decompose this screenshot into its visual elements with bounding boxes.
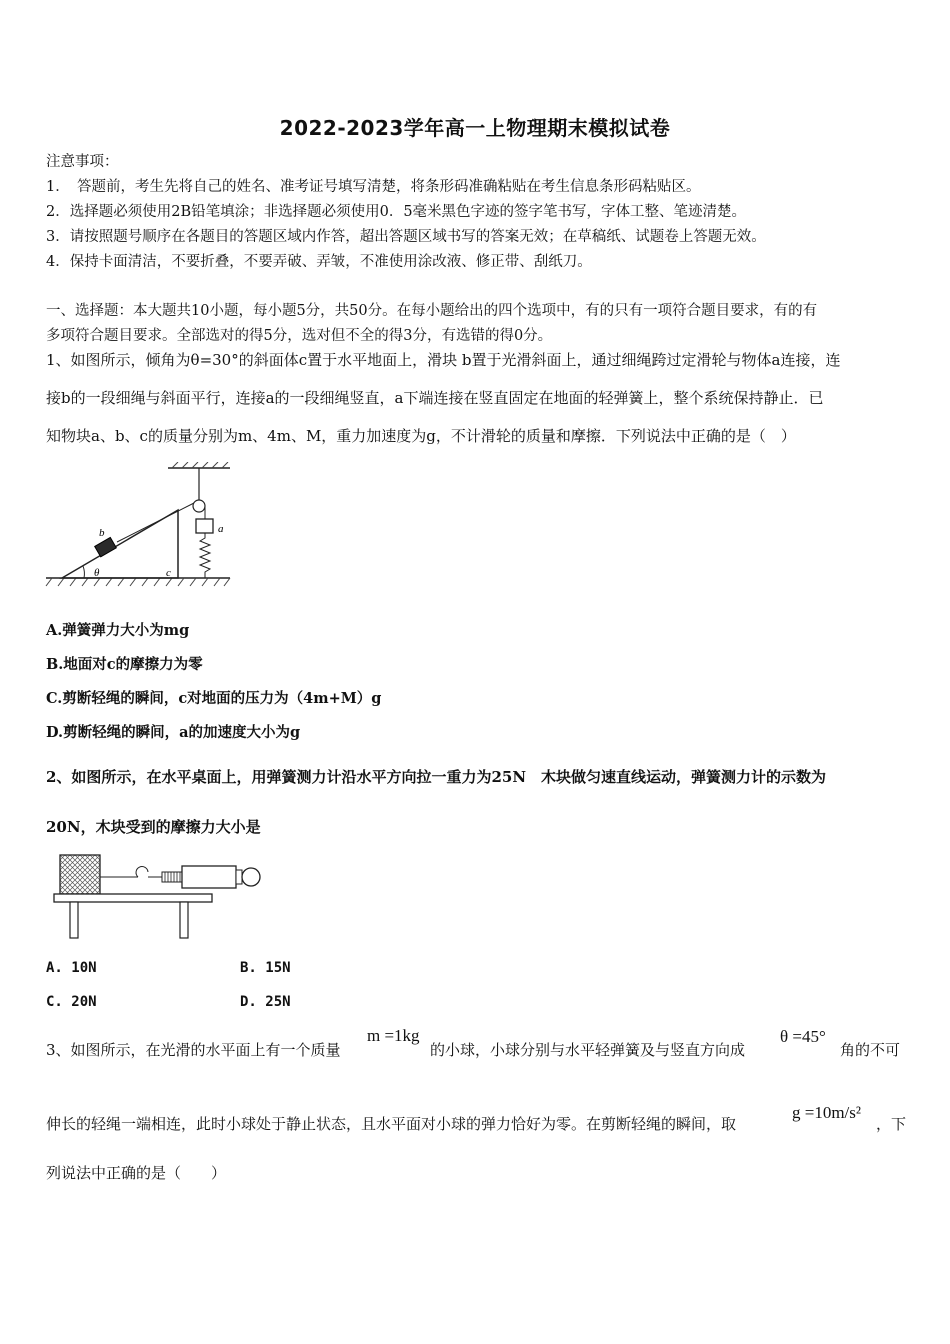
q3-mass-formula: m =1kg [367, 1026, 420, 1045]
q3-stem-part: 的小球，小球分别与水平轻弹簧及与竖直方向成 [430, 1041, 746, 1059]
pulley-wheel [193, 500, 205, 512]
wooden-block [60, 855, 100, 894]
q3-gravity-formula: g =10m/s² [792, 1103, 861, 1122]
q1-option-b: B.地面对c的摩擦力为零 [46, 656, 203, 673]
q2-option-d: D. 25N [240, 994, 291, 1010]
q1-option-d: D.剪断轻绳的瞬间，a的加速度大小为g [46, 724, 301, 741]
theta-label: θ [94, 567, 100, 579]
q3-angle-formula: θ =45° [780, 1027, 826, 1046]
q1-option-c: C.剪断轻绳的瞬间，c对地面的压力为（4m+M）g [46, 690, 382, 707]
scale-ring [242, 868, 260, 886]
q1-stem-line: 知物块a、b、c的质量分别为m、4m、M，重力加速度为g，不计滑轮的质量和摩擦．下列说法中正确的是（ ） [46, 427, 796, 445]
q1-option-a: A.弹簧弹力大小为mg [46, 622, 190, 639]
q2-option-b: B. 15N [240, 960, 291, 976]
section-intro-line: 一、选择题：本大题共10小题，每小题5分，共50分。在每小题给出的四个选项中，有的只有一项符合题目要求，有的有 [46, 303, 818, 319]
spring-scale-body [182, 866, 236, 888]
q1-stem-line: 接b的一段细绳与斜面平行，连接a的一段细绳竖直，a下端连接在竖直固定在地面的轻弹簧上，整个系统保持静止．已 [46, 389, 824, 407]
q2-option-a: A. 10N [46, 960, 97, 976]
q2-stem-line: 20N，木块受到的摩擦力大小是 [46, 818, 261, 836]
tabletop [54, 894, 212, 902]
section-intro-line: 多项符合题目要求。全部选对的得5分，选对但不全的得3分，有选错的得0分。 [46, 328, 553, 344]
page-title: 2022-2023学年高一上物理期末模拟试卷 [279, 116, 671, 140]
q3-stem-part: 角的不可 [840, 1041, 901, 1059]
block-a [196, 519, 213, 533]
notice-item: 2．选择题必须使用2B铅笔填涂；非选择题必须使用0．5毫米黑色字迹的签字笔书写，字体工整、笔迹清楚。 [46, 204, 747, 220]
q2-stem-line: 2、如图所示，在水平桌面上，用弹簧测力计沿水平方向拉一重力为25N 木块做匀速直线运动，弹簧测力计的示数为 [46, 768, 827, 786]
spring [200, 533, 210, 578]
q1-figure-incline-pulley [44, 462, 236, 590]
q2-figure-table-scale [50, 850, 270, 942]
block-b [95, 537, 117, 556]
q3-stem-line: 列说法中正确的是（ ） [46, 1164, 227, 1182]
q3-stem-part: 3、如图所示，在光滑的水平面上有一个质量 [46, 1041, 341, 1059]
q3-stem-part: 伸长的轻绳一端相连，此时小球处于静止状态，且水平面对小球的弹力恰好为零。在剪断轻绳的瞬间，取 [46, 1115, 737, 1133]
q1-stem-line: 1、如图所示，倾角为θ=30°的斜面体c置于水平地面上，滑块 b置于光滑斜面上，通过细绳跨过定滑轮与物体a连接，连 [46, 351, 841, 369]
label-c: c [166, 567, 171, 579]
q2-option-c: C. 20N [46, 994, 97, 1010]
notice-item: 4．保持卡面清洁，不要折叠，不要弄破、弄皱，不准使用涂改液、修正带、刮纸刀。 [46, 254, 592, 270]
notice-heading: 注意事项： [46, 154, 119, 170]
label-a: a [218, 523, 224, 535]
notice-item: 3．请按照题号顺序在各题目的答题区域内作答，超出答题区域书写的答案无效；在草稿纸、试题卷上答题无效。 [46, 229, 766, 245]
q3-stem-part: ，下 [876, 1115, 907, 1133]
notice-item: 1． 答题前，考生先将自己的姓名、准考证号填写清楚，将条形码准确粘贴在考生信息条形码粘贴区。 [46, 179, 701, 195]
label-b: b [99, 527, 105, 539]
